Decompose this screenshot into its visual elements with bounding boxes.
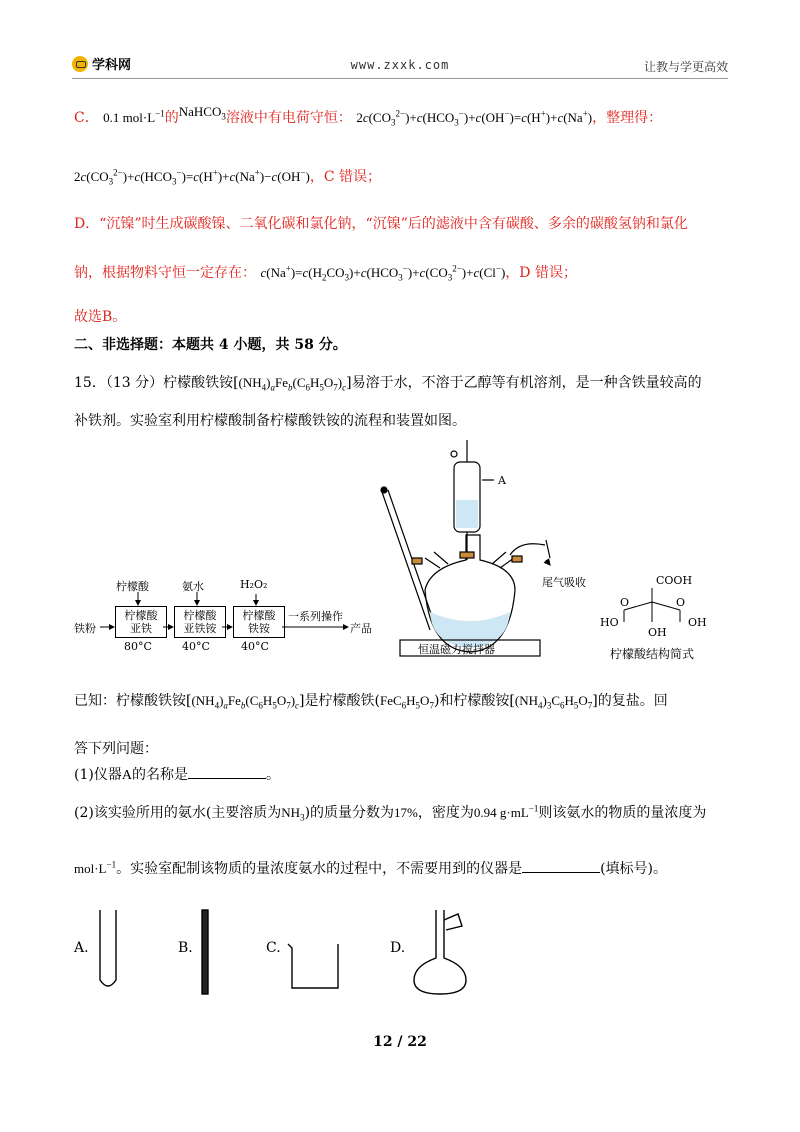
flow-box-1: 柠檬酸 亚铁 — [115, 606, 167, 638]
option-d-line2: 钠，根据物料守恒一定存在： $c(Na^+)=c(H_2CO_3)+c(HCO_3^-)+c(CO_3^{2-})+c(Cl^-)$，D 错误； — [74, 263, 577, 283]
flow-op: 一系列操作 — [288, 610, 343, 623]
cooh-top: COOH — [656, 574, 693, 587]
structure-caption: 柠檬酸结构简式 — [610, 647, 695, 661]
option-b-label[interactable]: B. — [178, 940, 193, 956]
q15-line1: 15．（13 分）柠檬酸铁铵$[(NH_4)_aFe_b(C_6H_5O_7)_c]$易溶于水，不溶于乙醇等有机溶剂，是一种含铁量较高的 — [74, 375, 702, 393]
option-c-line1: C． 0.1 $mol\cdot L^{-1}$的NaHCO$_3$溶液中有电荷守恒： $2c(CO_3^{2-})+c(HCO_3^-)+c(OH^-)=c(H^+)+c(Na^+)$，整理得： — [74, 104, 663, 128]
o-left: O — [620, 596, 630, 609]
label-stirrer: 恒温磁力搅拌器 — [418, 643, 495, 656]
citric-acid-structure — [596, 560, 726, 664]
volumetric-flask-icon — [414, 910, 466, 994]
test-tube-icon — [100, 910, 116, 986]
label-tail: 尾气吸收 — [542, 576, 586, 589]
page-number: 12 / 22 — [373, 1034, 427, 1050]
sub2-line2: $mol\cdot L^{-1}$。实验室配制该物质的量浓度氨水的过程中，不需要用到的仪器是 (填标号)。 — [74, 859, 668, 877]
flow-product: 产品 — [350, 622, 372, 635]
flow-box-2: 柠檬酸 亚铁铵 — [174, 606, 226, 638]
option-a-label[interactable]: A. — [74, 940, 89, 956]
q15-line2: 补铁剂。实验室利用柠檬酸制备柠檬酸铁铵的流程和装置如图。 — [74, 413, 466, 429]
flow-start: 铁粉 — [74, 622, 96, 635]
slogan: 让教与学更高效 — [643, 60, 728, 74]
sub2-line1: (2)该实验所用的氨水(主要溶质为$NH_3$)的质量分数为17%，密度为0.94 $g\cdot mL^{-1}$则该氨水的物质的量浓度为 — [74, 803, 707, 823]
oh-center: OH — [648, 626, 667, 639]
option-c-line2: $2c(CO_3^{2-})+c(HCO_3^-)=c(H^+)+c(Na^+)-c(OH^-)$，C 错误； — [74, 167, 381, 187]
flow-temp-3: 40°C — [241, 640, 269, 653]
apparatus-diagram — [370, 440, 610, 662]
site-url[interactable]: www.zxxk.com — [350, 58, 450, 72]
option-d-line1: D．“沉镍”时生成碳酸镍、二氧化碳和氯化钠，“沉镍”后的滤液中含有碳酸、多余的碳酸氢钠和氯化 — [74, 216, 688, 232]
glass-rod-icon — [202, 910, 208, 994]
answer-blank-1[interactable] — [188, 777, 266, 779]
flow-input-2: 氨水 — [182, 580, 204, 593]
flow-temp-2: 40°C — [182, 640, 210, 653]
o-right: O — [676, 596, 686, 609]
oh-right: OH — [688, 616, 707, 629]
option-d-label[interactable]: D. — [390, 940, 406, 956]
logo-text: 学科网 — [92, 58, 132, 73]
section-title: 二、非选择题：本题共 4 小题，共 58 分。 — [74, 337, 347, 353]
option-instruments — [0, 900, 800, 1000]
flow-input-1: 柠檬酸 — [116, 580, 149, 593]
label-a: A — [498, 474, 506, 487]
known-line2: 答下列问题： — [74, 741, 158, 757]
option-c-label[interactable]: C. — [266, 940, 281, 956]
answer-blank-2[interactable] — [522, 871, 600, 873]
flow-temp-1: 80°C — [124, 640, 152, 653]
flow-box-3: 柠檬酸 铁铵 — [233, 606, 285, 638]
flow-input-3: H₂O₂ — [240, 578, 268, 591]
beaker-icon — [288, 944, 338, 988]
ho-left: HO — [600, 616, 619, 629]
sub1-line: (1)仪器A的名称是 。 — [74, 767, 280, 783]
known-line1: 已知：柠檬酸铁铵$[(NH_4)_aFe_b(C_6H_5O_7)_c]$是柠檬酸铁$(FeC_6H_5O_7)$和柠檬酸铵$[(NH_4)_3C_6H_5O_7]$的复盐。回 — [74, 693, 668, 711]
answer-line: 故选B。 — [74, 309, 127, 325]
